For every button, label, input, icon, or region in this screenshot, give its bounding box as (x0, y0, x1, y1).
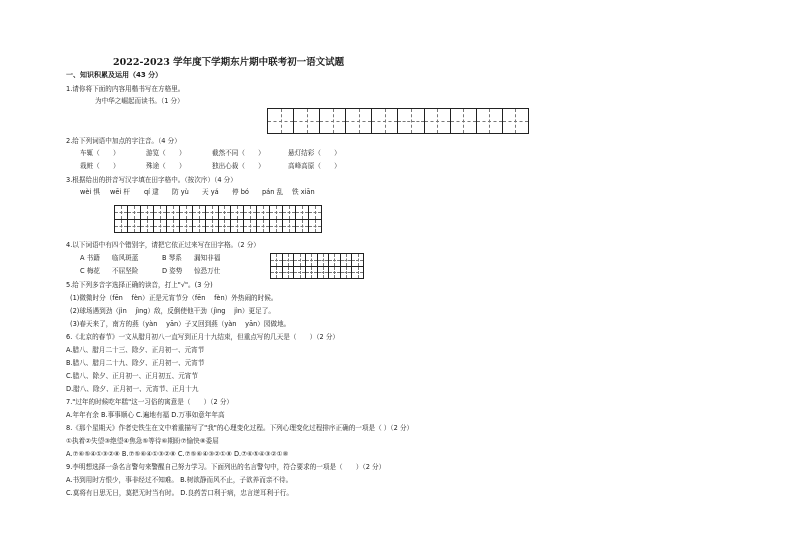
q6-option-d: D.腊八、除夕、正月初一、元宵节、正月十九 (66, 385, 199, 393)
q3-pinyin: wēi 杆 (110, 188, 130, 196)
q7-options: A.年年有余 B.事事顺心 C.遍地有福 D.万事如意年年高 (66, 411, 225, 419)
q3-pinyin: pán 乱 (262, 188, 284, 196)
q4-option: D 姿势 (162, 267, 183, 275)
q5-sentence-1: (1)微微时分（fēn fèn）正是元宵节分（fēn fèn）外热闹的时候。 (70, 294, 278, 302)
q4-option: 不屈坚险 (112, 267, 139, 275)
q8-stem: 8.《那个星期天》作者史铁生在文中着重描写了"我"的心理变化过程。下列心理变化过程排序正确的一项是（ ）（2 分） (66, 424, 414, 432)
q2-item: 独出心裁（ ） (212, 162, 265, 170)
q5-sentence-3: (3)春天来了，南方的燕（yàn yān）子又回到燕（yàn yān）园做地。 (70, 320, 291, 328)
q4-option: A 书籍 (80, 254, 100, 262)
q6-option-a: A.腊八、腊月二十三、除夕、正月初一、元宵节 (66, 346, 205, 354)
q3-pinyin: 铁 xiān (292, 188, 315, 196)
q2-stem: 2.给下列词语中加点的字注音。（4 分） (66, 137, 181, 145)
q8-items: ①执着②失望③绝望④焦急⑤等待⑥期盼⑦愉快⑧委屈 (66, 437, 219, 445)
q4-option: 临风斑蓝 (112, 254, 139, 262)
q3-stem: 3.根据给出的拼音写汉字填在田字格中。（按次序）（4 分） (66, 176, 237, 184)
q3-pinyin: 天 yá (202, 188, 219, 196)
q5-stem: 5.给下列多音字选择正确的读音，打上"√"。(3 分) (66, 281, 213, 289)
q4-stem: 4.以下词语中有四个错别字，请把它依正过来写在田字格。（2 分） (66, 241, 260, 249)
section-heading: 一、知识积累及运用（43 分） (66, 71, 163, 79)
q4-option: 漏知非福 (194, 254, 221, 262)
q9-options-ab: A.书到用时方恨少，事非经过不知难。 B.树欲静而风不止，子欲养而亲不待。 (66, 476, 293, 484)
q3-pinyin: 防 yù (172, 188, 189, 196)
q4-option: C 梅花 (80, 267, 100, 275)
q6-option-b: B.腊八、腊月二十九、除夕、正月初一、元宵节 (66, 359, 205, 367)
q2-item: 殊途（ ） (146, 162, 186, 170)
q4-option: 惊恐万仕 (194, 267, 221, 275)
q4-options-row2 (80, 267, 220, 276)
q2-row2 (80, 162, 341, 171)
exam-title: 2022-2023 学年度下学期东片期中联考初一语文试题 (113, 57, 345, 68)
q4-answer-grid[interactable] (270, 253, 364, 279)
q8-options: A.⑦⑥⑤④①③②⑧ B.⑦⑤⑥④①③②⑧ C.⑦⑤⑥④③②①⑧ D.⑦⑥⑤④③②①⑧ (66, 450, 289, 458)
q7-stem: 7."过年的时候吃年糕"这一习俗的寓意是（ ）（2 分） (66, 398, 234, 406)
q3-pinyin: qí 逮 (144, 188, 159, 196)
q4-options-row1 (80, 254, 220, 263)
q2-item: 悬灯结彩（ ） (288, 149, 341, 157)
q3-pinyin: wèi 惧 (80, 188, 100, 196)
q2-item: 游览（ ） (146, 149, 186, 157)
q4-option: B 琴系 (162, 254, 182, 262)
q9-stem: 9.李明想选择一条名言警句来警醒自己努力学习。下面列出的名言警句中，符合要求的一项是（ ）（2 分） (66, 463, 386, 471)
q2-item: 栽赃（ ） (80, 162, 120, 170)
q2-item: 高峰高原（ ） (288, 162, 341, 170)
q1-writing-grid[interactable] (267, 108, 529, 134)
q2-row1 (80, 149, 341, 158)
q6-option-c: C.腊八、除夕、正月初一、正月初五、元宵节 (66, 372, 198, 380)
q2-item: 截然不同（ ） (212, 149, 265, 157)
q3-answer-grid[interactable] (114, 205, 322, 233)
q1-text: 为中华之崛起而读书。（1 分） (95, 97, 184, 105)
q1-stem: 1.请你将下面的内容用楷书写在方格里。 (66, 85, 185, 93)
q6-stem: 6.《北京的春节》一文从腊月初八一直写到正月十九结束，但重点写的几天是（ ）（2 分） (66, 333, 340, 341)
q3-pinyin: 停 bó (232, 188, 249, 196)
q3-pinyin-row (80, 188, 315, 197)
q9-options-cd: C.莫将有日思无日，莫把无时当有时。 D.良药苦口利于病，忠言逆耳利于行。 (66, 489, 293, 497)
q2-item: 车辄（ ） (80, 149, 120, 157)
q5-sentence-2: (2)球场遇到劲（jìn jìng）敌，反倒使他干劲（jìng jìn）更足了。 (70, 307, 275, 315)
